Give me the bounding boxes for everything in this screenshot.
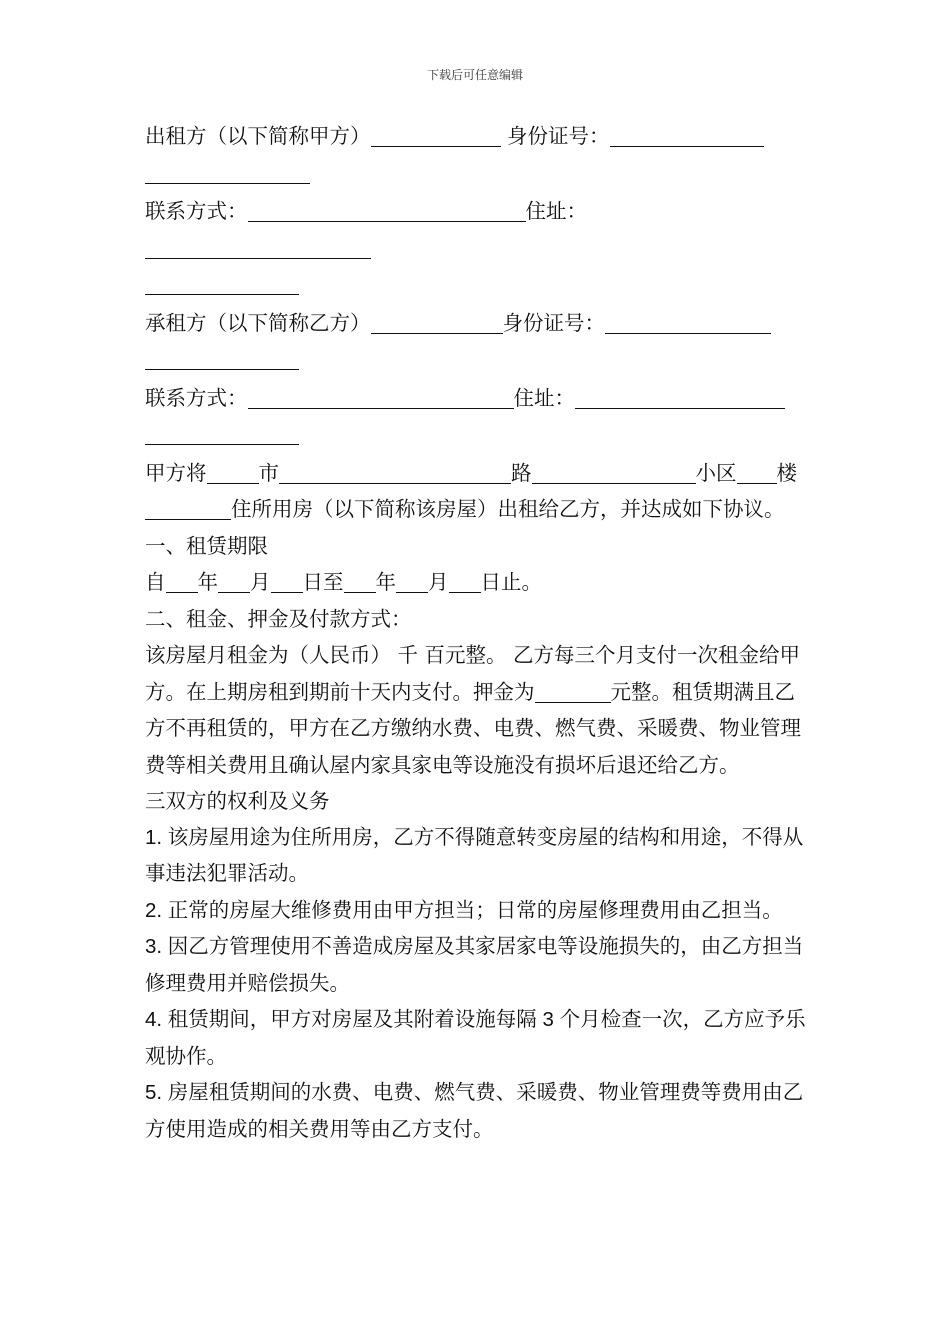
building-label: 楼 — [776, 460, 797, 485]
page-header-note: 下载后可任意编辑 — [426, 68, 523, 82]
lessee-address-continuation — [145, 416, 810, 453]
lessee-id-continuation — [145, 341, 810, 378]
lessor-address-blank-1[interactable] — [145, 236, 371, 259]
lessor-id-blank-2[interactable] — [145, 161, 310, 184]
community-label: 小区 — [695, 460, 737, 485]
end-day-blank[interactable] — [449, 570, 481, 593]
section3-title: 三双方的权利及义务 — [145, 789, 330, 813]
lessee-contact-blank[interactable] — [248, 386, 514, 409]
period-year-1: 年 — [197, 570, 218, 594]
lessee-address-blank-2[interactable] — [145, 422, 299, 445]
obligation-item-3: 3. 因乙方管理使用不善造成房屋及其家居家电等设施损失的，由乙方担当修理费用并赔偿损失。 — [145, 935, 804, 995]
building-blank[interactable] — [737, 461, 777, 484]
property-suffix: 住所用房（以下简称该房屋）出租给乙方，并达成如下协议。 — [231, 497, 785, 521]
lessee-line — [145, 305, 810, 342]
lease-period-line — [145, 564, 810, 601]
lessor-address-label: 住址： — [525, 199, 587, 223]
property-paragraph — [145, 455, 810, 528]
section1-title: 一、租赁期限 — [145, 533, 268, 558]
city-label: 市 — [258, 460, 279, 485]
rent-text-b: 元整。租赁期满且乙方不再租赁的，甲方在乙方缴纳水费、电费、燃气费、采暖费、物业管理费等相关费用且确认屋内家具家电等设施没有损坏后退还给乙方。 — [145, 679, 801, 777]
community-blank[interactable] — [532, 461, 696, 484]
obligation-item-5: 5. 房屋租赁期间的水费、电费、燃气费、采暖费、物业管理费等费用由乙方使用造成的相关费用等由乙方支付。 — [145, 1081, 804, 1141]
lessor-id-blank-1[interactable] — [610, 124, 764, 147]
rent-text-a: 该房屋月租金为（人民币） 千 百元整。 乙方每三个月支付一次租金给甲方。在上期房租到期前十天内支付。押金为 — [145, 643, 801, 704]
lessee-contact-line — [145, 380, 810, 417]
lessor-id-continuation — [145, 155, 810, 192]
period-year-2: 年 — [375, 570, 396, 594]
lessor-contact-blank[interactable] — [248, 199, 526, 222]
period-month-2: 月 — [428, 570, 449, 594]
contract-body — [145, 118, 810, 1148]
lessee-address-blank-1[interactable] — [575, 386, 785, 409]
deposit-blank[interactable] — [535, 680, 611, 703]
unit-blank[interactable] — [145, 497, 231, 520]
start-day-blank[interactable] — [271, 570, 303, 593]
obligation-item-4: 4. 租赁期间，甲方对房屋及其附着设施每隔 3 个月检查一次，乙方应予乐观协作。 — [145, 1008, 806, 1068]
lessor-name-blank[interactable] — [371, 124, 501, 147]
lessor-label: 出租方（以下简称甲方） — [145, 124, 371, 148]
start-month-blank[interactable] — [218, 570, 250, 593]
lessee-id-blank-2[interactable] — [145, 347, 299, 370]
obligation-item-1: 1. 该房屋用途为住所用房，乙方不得随意转变房屋的结构和用途，不得从事违法犯罪活动。 — [145, 825, 804, 885]
end-month-blank[interactable] — [396, 570, 428, 593]
lessor-contact-line — [145, 193, 810, 266]
period-day-1: 日至 — [302, 570, 344, 594]
obligation-item-2: 2. 正常的房屋大维修费用由甲方担当；日常的房屋修理费用由乙担当。 — [145, 898, 783, 922]
lessor-address-blank-2[interactable] — [145, 272, 299, 295]
road-blank[interactable] — [279, 461, 511, 484]
lessor-address-continuation — [145, 266, 810, 303]
city-blank[interactable] — [207, 461, 259, 484]
rent-paragraph — [145, 637, 810, 783]
lessee-id-blank-1[interactable] — [605, 311, 771, 334]
property-prefix: 甲方将 — [145, 460, 207, 485]
lessee-id-label: 身份证号： — [502, 310, 605, 335]
period-day-2: 日止。 — [480, 570, 542, 594]
road-label: 路 — [511, 460, 532, 485]
period-month-1: 月 — [250, 570, 271, 594]
lessor-line — [145, 118, 810, 155]
lessee-contact-label: 联系方式： — [145, 385, 248, 410]
period-from: 自 — [145, 570, 166, 594]
lessee-label: 承租方（以下简称乙方） — [145, 310, 371, 335]
end-year-blank[interactable] — [344, 570, 376, 593]
lessee-address-label: 住址： — [513, 385, 575, 410]
start-year-blank[interactable] — [166, 570, 198, 593]
lessor-contact-label: 联系方式： — [145, 199, 248, 223]
lessee-name-blank[interactable] — [371, 311, 503, 334]
section2-title: 二、租金、押金及付款方式： — [145, 606, 412, 631]
lessor-id-label: 身份证号： — [507, 124, 610, 148]
